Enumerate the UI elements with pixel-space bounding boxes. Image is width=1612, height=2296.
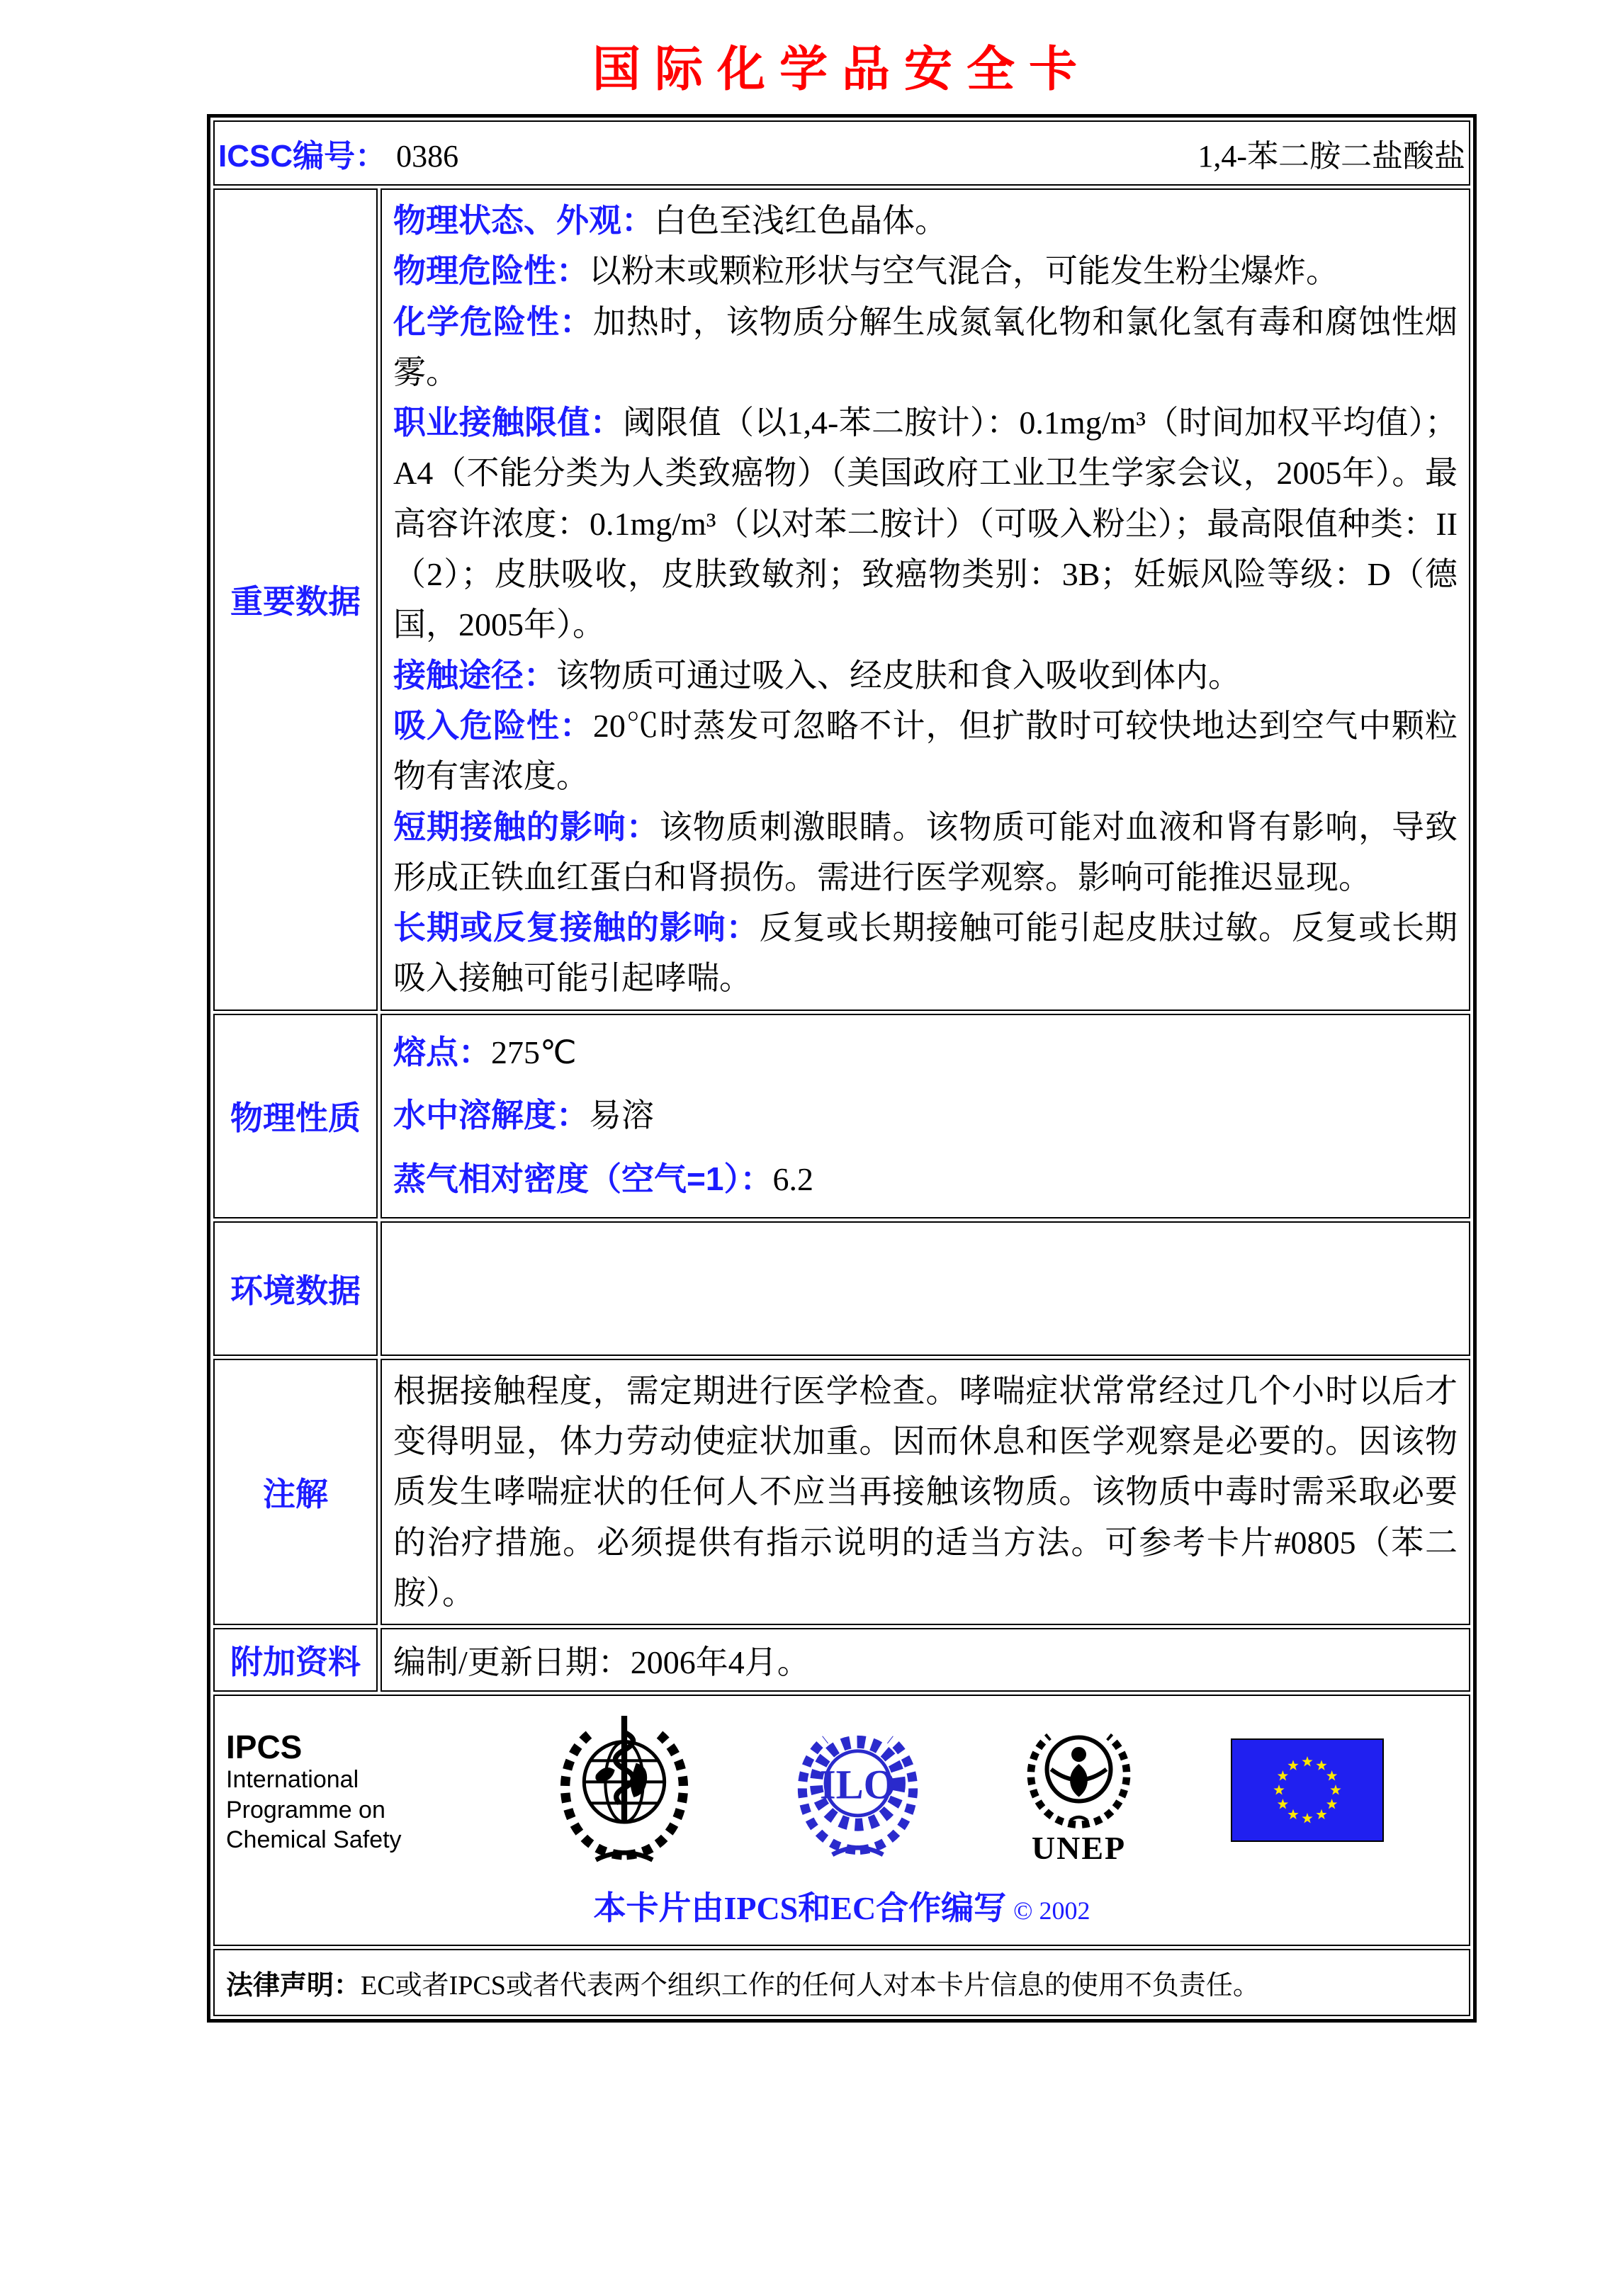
- ipcs-acronym: IPCS: [226, 1728, 303, 1765]
- who-logo-icon: [553, 1713, 695, 1871]
- logos-row: [213, 1695, 1470, 1946]
- entry-inhalation-risk: 吸入危险性：20℃时蒸发可忽略不计，但扩散时可较快地达到空气中颗粒物有害浓度。: [393, 706, 1458, 795]
- entry-chemical-hazard: 化学危险性：加热时，该物质分解生成氮氧化物和氯化氢有毒和腐蚀性烟雾。: [393, 302, 1458, 390]
- entry-melting-point: 熔点：275℃: [393, 1033, 577, 1070]
- physical-properties-label: 物理性质: [213, 1014, 378, 1218]
- physical-properties-row: [213, 1014, 1470, 1218]
- icsc-card-table: [207, 114, 1477, 2023]
- additional-info-content: [381, 1628, 1470, 1692]
- entry-short-term-effects: 短期接触的影响：该物质刺激眼睛。该物质可能对血液和肾有影响，导致形成正铁血红蛋白和肾损伤。需进行医学观察。影响可能推迟显现。: [393, 808, 1458, 895]
- legal-notice: [226, 1963, 1458, 2002]
- svg-text:ILO: ILO: [819, 1761, 896, 1808]
- update-date-text: 编制/更新日期：2006年4月。: [393, 1644, 810, 1681]
- additional-info-label: 附加资料: [213, 1628, 378, 1692]
- organization-logos: [215, 1703, 1469, 1871]
- ipcs-text-block: IPCS International Programme on Chemical Safety: [226, 1729, 460, 1855]
- unep-logo-icon: [1020, 1718, 1137, 1867]
- notes-text: 根据接触程度，需定期进行医学检查。哮喘症状常常经过几个小时以后才变得明显，体力劳动使症状加重。因而休息和医学观察是必要的。因该物质发生哮喘症状的任何人不应当再接触该物质。该物质中毒时需采取必要的治疗措施。必须提供有指示说明的适当方法。可参考卡片#0805（苯二胺）。: [393, 1372, 1458, 1611]
- entry-vapor-density: 蒸气相对密度（空气=1）：6.2: [393, 1160, 813, 1198]
- notes-row: [213, 1359, 1470, 1625]
- ilo-logo-icon: [789, 1719, 927, 1865]
- page-title: 国际化学品安全卡: [592, 43, 1091, 96]
- entry-water-solubility: 水中溶解度：易溶: [393, 1097, 654, 1134]
- entry-long-term-effects: 长期或反复接触的影响：反复或长期接触可能引起皮肤过敏。反复或长期吸入接触可能引起哮喘。: [393, 909, 1458, 997]
- important-data-content: [381, 188, 1470, 1011]
- entry-physical-state: 物理状态、外观：白色至浅红色晶体。: [393, 202, 947, 239]
- unep-wordmark: UNEP: [1031, 1829, 1127, 1866]
- environmental-data-content: [381, 1221, 1470, 1356]
- important-data-row: [213, 188, 1470, 1011]
- notes-label: 注解: [213, 1359, 378, 1625]
- legal-notice-text: EC或者IPCS或者代表两个组织工作的任何人对本卡片信息的使用不负责任。: [361, 1971, 1260, 2001]
- icsc-number: [218, 130, 458, 176]
- additional-info-row: [213, 1628, 1470, 1692]
- legal-row: [213, 1949, 1470, 2016]
- credit-text: 本卡片由IPCS和EC合作编写: [593, 1890, 1007, 1927]
- environmental-data-label: 环境数据: [213, 1221, 378, 1356]
- legal-notice-label: 法律声明：: [226, 1971, 361, 2001]
- icsc-number-label: ICSC编号：: [218, 139, 387, 174]
- entry-physical-hazard: 物理危险性：以粉末或颗粒形状与空气混合，可能发生粉尘爆炸。: [393, 252, 1338, 290]
- entry-exposure-routes: 接触途径：该物质可通过吸入、经皮肤和食入吸收到体内。: [393, 656, 1241, 694]
- eu-flag-icon: [1231, 1738, 1384, 1845]
- credit-line: [215, 1871, 1469, 1945]
- copyright-text: © 2002: [1013, 1896, 1090, 1925]
- chemical-name: 1,4-苯二胺二盐酸盐: [1197, 139, 1465, 174]
- notes-content: [381, 1359, 1470, 1625]
- physical-properties-content: [381, 1014, 1470, 1218]
- icsc-number-value: 0386: [396, 139, 459, 174]
- entry-exposure-limit: 职业接触限值：阈限值（以1,4-苯二胺计）：0.1mg/m³（时间加权平均值）；A4（不能分类为人类致癌物）（美国政府工业卫生学家会议，2005年）。最高容许浓度：0.1mg/m³（以对苯二胺计）（可吸入粉尘）；最高限值种类：II（2）；皮肤吸收，皮肤致敏剂；致癌物类别：3B；妊娠风险等级：D（德国，2005年）。: [393, 404, 1458, 643]
- header-row: [213, 120, 1470, 186]
- environmental-data-row: [213, 1221, 1470, 1356]
- important-data-label: 重要数据: [213, 188, 378, 1011]
